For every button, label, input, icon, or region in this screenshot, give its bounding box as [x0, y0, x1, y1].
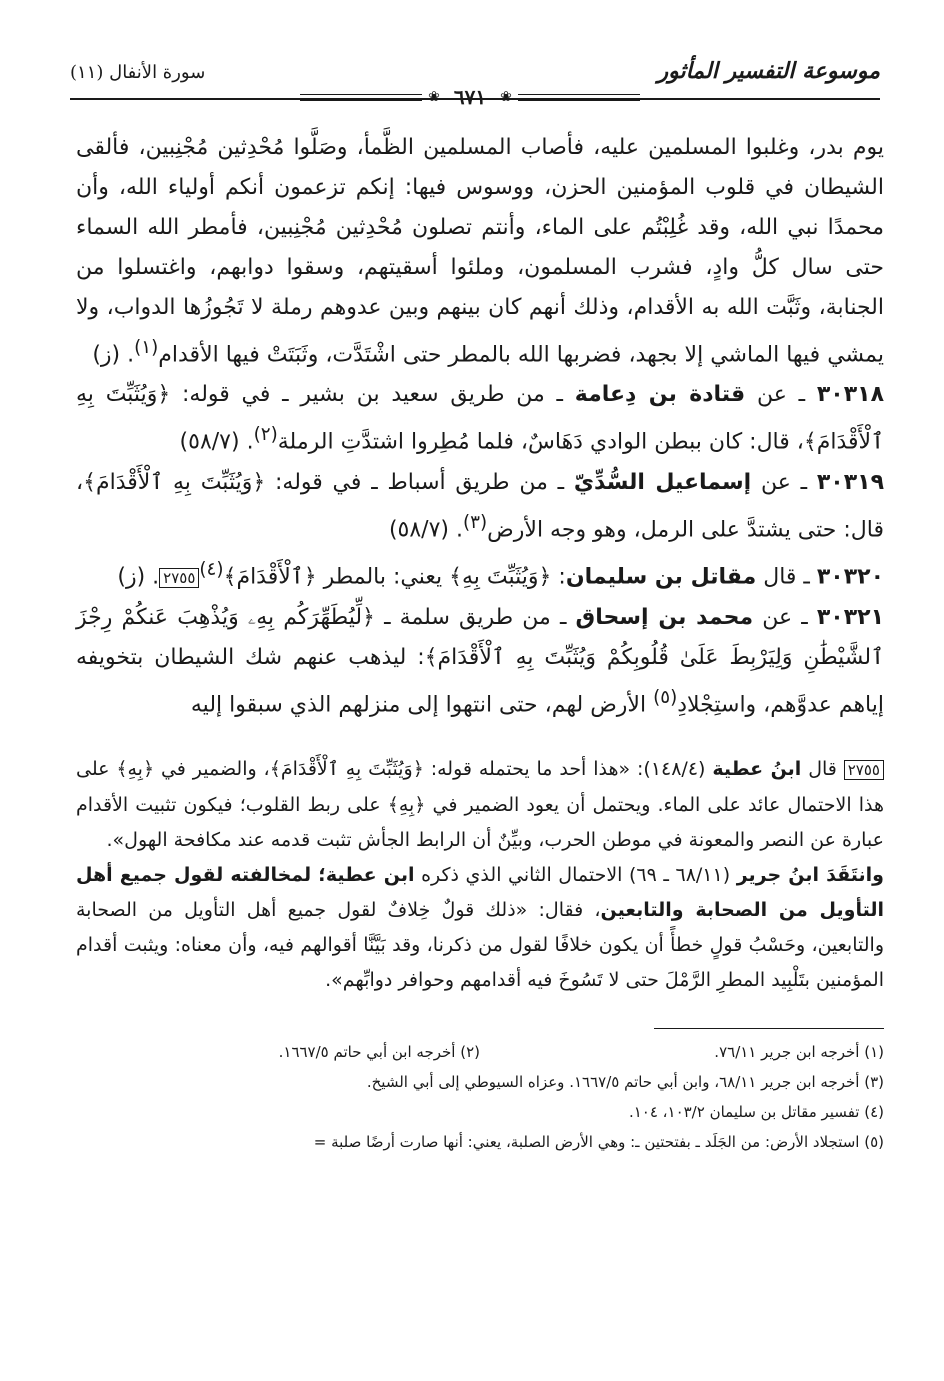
entry-number: ٣٠٣١٩ — [816, 469, 884, 495]
footnote-ref: (١) — [134, 337, 159, 358]
footnote-ref: (٥) — [653, 687, 678, 709]
intro-paragraph — [76, 128, 884, 375]
narrator-name: قتادة بن دِعامة — [574, 382, 746, 408]
entry-text: ـ من طريق أسباط ـ في قوله: ﴿وَيُثَبِّتَ بِهِ ٱلْأَقْدَامَ﴾، قال: حتى يشتدَّ على الرمل، وهو وجه الأرض — [76, 469, 884, 542]
entry-text: : ﴿وَيُثَبِّتَ بِهِ﴾ يعني: بالمطر ﴿ٱلْأَقْدَامَ﴾ — [223, 564, 566, 590]
page-content — [76, 128, 884, 1300]
footnote-ref: (٢) — [253, 424, 278, 446]
entry-prefix: ـ عن — [751, 469, 817, 495]
narrator-name: إسماعيل السُّدِّيّ — [573, 469, 752, 495]
note-ibn-jarir — [76, 858, 884, 998]
entry-30321 — [76, 598, 884, 725]
entry-prefix: ـ عن — [745, 382, 817, 408]
note-lead: وانتَقَدَ ابنُ جرير — [736, 863, 884, 886]
footnote-rule — [654, 1028, 884, 1029]
note-text: ، فقال: «ذلك قولٌ خِلافٌ لقول جميع أهل التأويل من الصحابة والتابعين، وحَسْبُ قولٍ خطأً أن يكون خلافًا لقول من ذكرنا، وقد بَيَّنَّا أقوالهم فيه، وأن معناه: ويثبت أقدام المؤمنين بتَلْبِيد المطرِ الرَّمْلَ حتى لا تَسُوخَ فيه أقدامهم وحوافر دوابِّهم». — [76, 898, 884, 991]
note-ibn-atiyya — [76, 752, 884, 858]
note-marker-box: ٢٧٥٥ — [159, 568, 199, 588]
note-text: (١٤٨/٤): «هذا أحد ما يحتمله قوله: ﴿وَيُثَبِّتَ بِهِ ٱلْأَقْدَامَ﴾، والضمير في ﴿بِهِ﴾ على هذا الاحتمال عائد على الماء. ويحتمل أن يعود الضمير في ﴿بِهِ﴾ على ربط القلوب؛ فيكون تثبيت الأقدام عبارة عن النصر والمعونة في موطن الحرب، وبيِّنٌ أن الرابط الجأش تثبت قدمه عند مكافحة الهول». — [76, 757, 884, 851]
ornament-icon: ❀ — [500, 89, 512, 105]
note-marker-box: ٢٧٥٥ — [844, 760, 884, 780]
page-number: ٦٧١ — [453, 85, 487, 109]
entry-30319 — [76, 463, 884, 550]
narrator-name: محمد بن إسحاق — [575, 605, 754, 631]
entry-30320 — [76, 550, 884, 598]
entry-text: ـ من طريق سعيد بن بشير ـ في قوله: ﴿وَيُثَبِّتَ بِهِ ٱلْأَقْدَامَ﴾، قال: كان ببطن الوادي دَهَاسٌ، فلما مُطِروا اشتدَّتِ الرملة — [76, 382, 884, 455]
entry-prefix: ـ عن — [753, 605, 817, 631]
page-number-bar — [300, 82, 640, 112]
entry-prefix: ـ قال — [756, 564, 817, 590]
note-emphasis: ؛ لمخالفته لقول جميع أهل التأويل من الصحابة والتابعين — [76, 863, 884, 921]
scholar-name: ابنُ عطية — [712, 757, 802, 780]
footnote-1: (١) أخرجه ابن جرير ٧٦/١١. — [714, 1042, 884, 1061]
source-code: . (ز) — [117, 564, 160, 590]
narrator-name: مقاتل بن سليمان — [565, 564, 757, 590]
ornament-icon: ❀ — [428, 89, 440, 105]
book-title: موسوعة التفسير المأثور — [657, 58, 880, 84]
note-text: (٦٨/١١ ـ ٦٩) الاحتمال الثاني الذي ذكره — [414, 863, 737, 886]
entry-number: ٣٠٣٢١ — [816, 605, 885, 631]
source-code: . (ز) — [92, 342, 135, 368]
entry-30318 — [76, 375, 884, 462]
entry-number: ٣٠٣١٨ — [816, 382, 884, 408]
source-code: . (٥٨/٧) — [179, 429, 254, 455]
commentary-notes — [76, 752, 884, 998]
footnote-ref: (٤) — [199, 558, 224, 580]
note-prefix: قال — [801, 757, 844, 780]
footnote-4: (٤) تفسير مقاتل بن سليمان ١٠٣/٢، ١٠٤. — [628, 1102, 884, 1121]
footnote-3: (٣) أخرجه ابن جرير ٦٨/١١، وابن أبي حاتم ١٦٦٧/٥. وعزاه السيوطي إلى أبي الشيخ. — [366, 1072, 884, 1091]
surah-label: سورة الأنفال (١١) — [70, 62, 206, 83]
footnote-ref: (٣) — [463, 511, 488, 533]
footnote-row — [76, 1037, 884, 1067]
footnote-5: (٥) استجلاد الأرض: من الجَلَد ـ بفتحتين ـ: وهي الأرض الصلبة، يعني: أنها صارت أرضًا صلبة = — [313, 1132, 884, 1151]
entry-number: ٣٠٣٢٠ — [816, 564, 884, 590]
entry-text-tail: الأرض لهم، حتى انتهوا إلى منزلهم الذي سبقوا إليه — [190, 692, 654, 718]
intro-text: يوم بدر، وغلبوا المسلمين عليه، فأصاب المسلمين الظَّمأ، وصَلَّوا مُحْدِثين مُجْنِبين، فألقى الشيطان في قلوب المؤمنين الحزن، ووسوس فيها: إنكم تزعمون أنكم أولياء الله، وأن محمدًا نبي الله، وقد غُلِبْتُم على الماء، وأنتم تصلون مُحْدِثين مُجْنِبين، فأمطر الله السماء حتى سال كلُّ وادٍ، فشرب المسلمون، وملئوا أسقيتهم، وسقوا دوابهم، واغتسلوا من الجنابة، وثَبَّت الله به الأقدام، وذلك أنهم كان بينهم وبين عدوهم رملة لا تَجُوزُها الدواب، ولا يمشي فيها الماشي إلا بجهد، فضربها الله بالمطر حتى اشْتَدَّت، وثَبَتَتْ فيها الأقدام — [76, 135, 884, 368]
page-number-rule-left — [300, 94, 422, 101]
footnotes — [76, 1037, 884, 1157]
footnote-2: (٢) أخرجه ابن أبي حاتم ١٦٦٧/٥. — [278, 1042, 480, 1061]
entry-text: ـ من طريق سلمة ـ ﴿لِّيُطَهِّرَكُم بِهِۦ وَيُذْهِبَ عَنكُمْ رِجْزَ ٱلشَّيْطَٰنِ وَلِيَرْبِطَ عَلَىٰ قُلُوبِكُمْ وَيُثَبِّتَ بِهِ ٱلْأَقْدَامَ﴾: ليذهب عنهم شك الشيطان بتخويفه إياهم عدوَّهم، واستِجْلادِ — [76, 605, 884, 718]
page-number-rule-right — [518, 94, 640, 101]
source-code: . (٥٨/٧) — [388, 516, 463, 542]
scholar-name: ابن عطية — [325, 863, 415, 886]
